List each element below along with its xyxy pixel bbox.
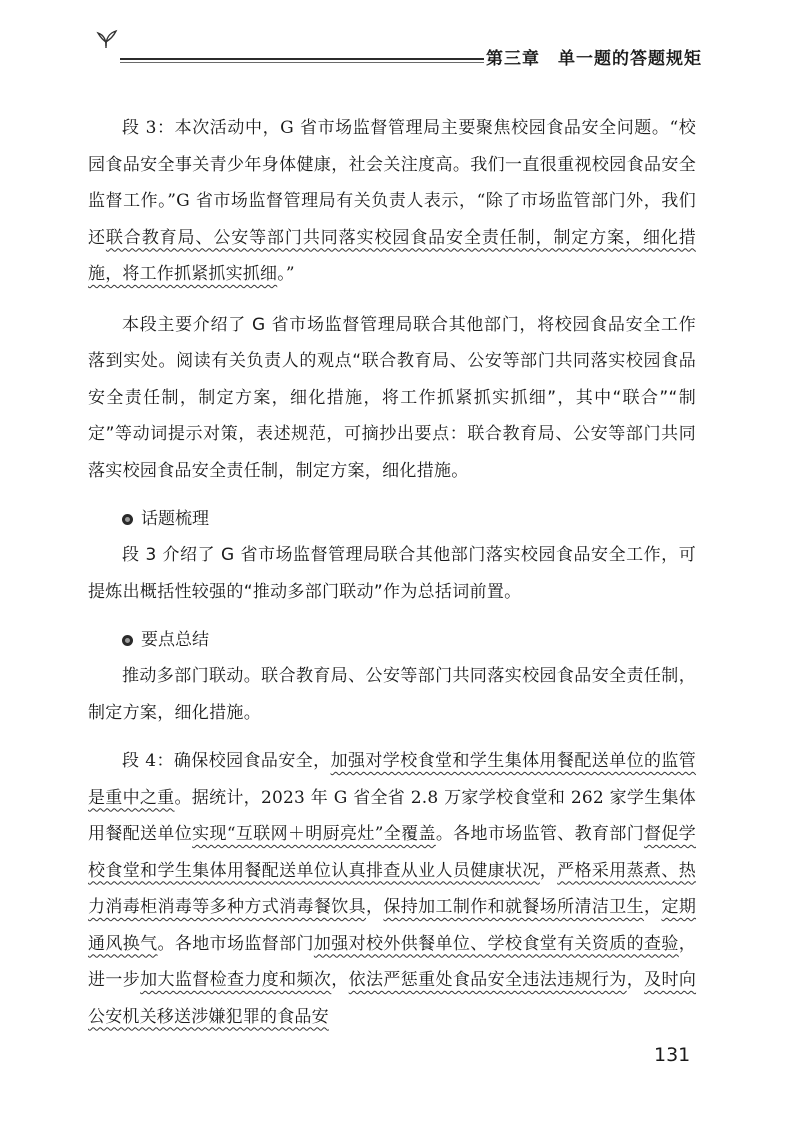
text-run: 。据统计，2023 年 G 省全省 2.8 万家学校食堂和 262 家学生集体用餐配送单位 (88, 787, 697, 844)
summary-heading (88, 622, 696, 658)
underlined-key-point: 及时向公安机关移送涉嫌犯罪的食品安 (88, 970, 697, 1027)
text-run: ， (366, 897, 384, 917)
underlined-key-point: 严格采用蒸煮、热力消毒柜消毒等多种方式消毒餐饮具 (88, 860, 697, 917)
underlined-key-point: 督促学校食堂和学生集体用餐配送单位认真排查从业人员健康状况 (88, 824, 696, 881)
chapter-name: 单一题的答题规矩 (558, 49, 702, 69)
text-run: 。各地市场监督部门 (157, 933, 314, 954)
header-rule (120, 58, 484, 60)
page-header (0, 0, 800, 70)
underlined-key-point: 联合教育局、公安等部门共同落实校园食品安全责任制，制定方案，细化措施，将工作抓紧抓实抓细 (88, 227, 696, 284)
underlined-key-point: 保持加工制作和就餐场所清洁卫生 (383, 897, 645, 917)
bullet-icon (122, 635, 133, 646)
text-run: ， (539, 860, 558, 881)
underlined-key-point: 加大监督检查力度和频次 (140, 970, 332, 990)
paragraph-section-4 (88, 743, 696, 1035)
topic-paragraph: 段 3 介绍了 G 省市场监督管理局联合其他部门落实校园食品安全工作，可提炼出概括性较强的“推动多部门联动”作为总括词前置。 (88, 545, 696, 602)
page-number: 131 (654, 1044, 691, 1066)
text-run: ， (331, 970, 349, 990)
text-run: 段 4：确保校园食品安全， (122, 751, 331, 771)
chapter-title (486, 44, 702, 69)
underlined-key-point: 实现“互联网＋明厨亮灶”全覆盖 (192, 824, 436, 844)
underlined-key-point: 依法严惩重处食品安全违法违规行为 (348, 970, 627, 990)
paragraph-section-3 (88, 110, 696, 293)
bullet-icon (122, 514, 133, 525)
text-run: 。” (277, 264, 295, 284)
underlined-key-point: 加强对校外供餐单位、学校食堂有关资质的查验 (313, 933, 679, 954)
topic-heading-label: 话题梳理 (141, 509, 209, 529)
header-rule-thin (120, 62, 484, 63)
summary-paragraph: 推动多部门联动。联合教育局、公安等部门共同落实校园食品安全责任制，制定方案，细化措施。 (88, 666, 696, 723)
text-run: 段 3：本次活动中，G 省市场监督管理局主要聚焦校园食品安全问题。“校园食品安全事关青少年身体健康，社会关注度高。我们一直很重视校园食品安全监督工作。”G 省市场监督管理局有关负责人表示，“除了市场监管部门外，我们还 (88, 118, 696, 248)
topic-heading (88, 501, 696, 537)
text-run: ， (644, 897, 662, 917)
chapter-number: 第三章 (486, 49, 540, 69)
text-run: ， (626, 970, 645, 990)
page-body (88, 110, 696, 1035)
underlined-key-point: 定期通风换气 (88, 897, 697, 954)
text-run: 。各地市场监管、教育部门 (435, 824, 645, 844)
text-run: ，进一步 (88, 933, 696, 990)
analysis-paragraph: 本段主要介绍了 G 省市场监督管理局联合其他部门，将校园食品安全工作落到实处。阅读有关负责人的观点“联合教育局、公安等部门共同落实校园食品安全责任制，制定方案，细化措施，将工作抓紧抓实抓细”，其中“联合”“制定”等动词提示对策，表述规范，可摘抄出要点：联合教育局、公安等部门共同落实校园食品安全责任制，制定方案，细化措施。 (88, 314, 696, 481)
underlined-key-point: 加强对学校食堂和学生集体用餐配送单位的监管是重中之重 (88, 751, 697, 808)
summary-heading-label: 要点总结 (141, 630, 209, 650)
leaf-sprout-icon (92, 26, 120, 48)
